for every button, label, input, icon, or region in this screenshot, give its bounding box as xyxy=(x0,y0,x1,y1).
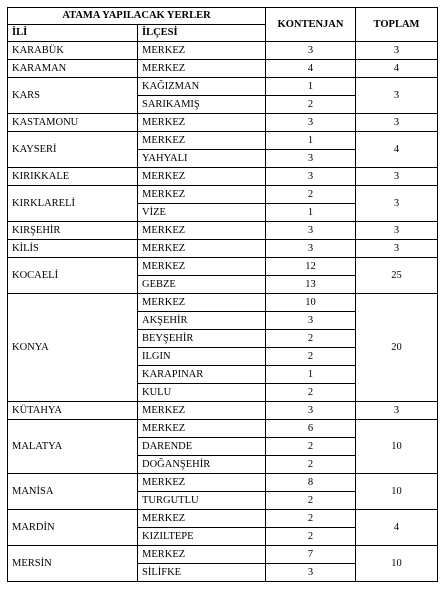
total-value: 25 xyxy=(356,258,438,294)
table-row xyxy=(8,420,438,438)
province-name: KIRKLARELİ xyxy=(8,186,138,222)
district-name: ILGIN xyxy=(138,348,266,366)
quota-value: 2 xyxy=(266,348,356,366)
quota-value: 10 xyxy=(266,294,356,312)
quota-value: 3 xyxy=(266,150,356,168)
total-value: 3 xyxy=(356,186,438,222)
table-row xyxy=(8,474,438,492)
table-row xyxy=(8,258,438,276)
quota-value: 3 xyxy=(266,168,356,186)
table-row xyxy=(8,114,438,132)
header-row xyxy=(8,8,438,25)
district-name: VİZE xyxy=(138,204,266,222)
document xyxy=(7,7,438,582)
total-value: 20 xyxy=(356,294,438,402)
quota-value: 2 xyxy=(266,96,356,114)
total-value: 3 xyxy=(356,222,438,240)
province-name: KARS xyxy=(8,78,138,114)
quota-value: 1 xyxy=(266,366,356,384)
district-name: MERKEZ xyxy=(138,474,266,492)
table-row xyxy=(8,78,438,96)
total-value: 10 xyxy=(356,474,438,510)
district-name: MERKEZ xyxy=(138,402,266,420)
district-name: SİLİFKE xyxy=(138,564,266,582)
district-name: MERKEZ xyxy=(138,222,266,240)
district-name: KIZILTEPE xyxy=(138,528,266,546)
quota-value: 1 xyxy=(266,78,356,96)
province-name: KOCAELİ xyxy=(8,258,138,294)
quota-value: 1 xyxy=(266,132,356,150)
quota-value: 4 xyxy=(266,60,356,78)
quota-value: 2 xyxy=(266,528,356,546)
district-name: TURGUTLU xyxy=(138,492,266,510)
table-row xyxy=(8,240,438,258)
province-name: KÜTAHYA xyxy=(8,402,138,420)
total-value: 4 xyxy=(356,60,438,78)
province-name: MANİSA xyxy=(8,474,138,510)
table-row xyxy=(8,42,438,60)
district-name: GEBZE xyxy=(138,276,266,294)
total-value: 10 xyxy=(356,420,438,474)
district-name: MERKEZ xyxy=(138,258,266,276)
quota-value: 2 xyxy=(266,330,356,348)
header-ilce: İLÇESİ xyxy=(138,25,266,42)
quota-value: 13 xyxy=(266,276,356,294)
total-value: 4 xyxy=(356,132,438,168)
total-value: 3 xyxy=(356,42,438,60)
province-name: MALATYA xyxy=(8,420,138,474)
quota-value: 3 xyxy=(266,564,356,582)
table-row xyxy=(8,168,438,186)
district-name: MERKEZ xyxy=(138,510,266,528)
province-name: KONYA xyxy=(8,294,138,402)
province-name: KARAMAN xyxy=(8,60,138,78)
province-name: MERSİN xyxy=(8,546,138,582)
total-value: 3 xyxy=(356,168,438,186)
table-row xyxy=(8,402,438,420)
district-name: MERKEZ xyxy=(138,186,266,204)
quota-value: 2 xyxy=(266,456,356,474)
header-toplam: TOPLAM xyxy=(356,8,438,42)
quota-value: 2 xyxy=(266,186,356,204)
quota-value: 6 xyxy=(266,420,356,438)
quota-value: 8 xyxy=(266,474,356,492)
quota-value: 7 xyxy=(266,546,356,564)
district-name: SARIKAMIŞ xyxy=(138,96,266,114)
quota-value: 3 xyxy=(266,312,356,330)
district-name: DOĞANŞEHİR xyxy=(138,456,266,474)
province-name: KAYSERİ xyxy=(8,132,138,168)
district-name: MERKEZ xyxy=(138,168,266,186)
quota-value: 2 xyxy=(266,492,356,510)
quota-value: 3 xyxy=(266,222,356,240)
total-value: 10 xyxy=(356,546,438,582)
total-value: 4 xyxy=(356,510,438,546)
total-value: 3 xyxy=(356,402,438,420)
table-row xyxy=(8,294,438,312)
province-name: KIRŞEHİR xyxy=(8,222,138,240)
quota-value: 3 xyxy=(266,114,356,132)
quota-value: 3 xyxy=(266,402,356,420)
district-name: MERKEZ xyxy=(138,240,266,258)
table-row xyxy=(8,60,438,78)
table-row xyxy=(8,222,438,240)
district-name: KAĞIZMAN xyxy=(138,78,266,96)
quota-value: 1 xyxy=(266,204,356,222)
province-name: KİLİS xyxy=(8,240,138,258)
quota-value: 3 xyxy=(266,240,356,258)
district-name: MERKEZ xyxy=(138,60,266,78)
quota-value: 2 xyxy=(266,510,356,528)
district-name: KULU xyxy=(138,384,266,402)
assignment-table xyxy=(7,7,438,582)
table-title: ATAMA YAPILACAK YERLER xyxy=(8,8,266,25)
table-row xyxy=(8,186,438,204)
table-row xyxy=(8,132,438,150)
district-name: MERKEZ xyxy=(138,546,266,564)
province-name: KASTAMONU xyxy=(8,114,138,132)
district-name: DARENDE xyxy=(138,438,266,456)
header-il: İLİ xyxy=(8,25,138,42)
province-name: KARABÜK xyxy=(8,42,138,60)
quota-value: 2 xyxy=(266,438,356,456)
district-name: MERKEZ xyxy=(138,132,266,150)
total-value: 3 xyxy=(356,78,438,114)
district-name: MERKEZ xyxy=(138,420,266,438)
quota-value: 3 xyxy=(266,42,356,60)
district-name: AKŞEHİR xyxy=(138,312,266,330)
header-kontenjan: KONTENJAN xyxy=(266,8,356,42)
quota-value: 2 xyxy=(266,384,356,402)
total-value: 3 xyxy=(356,114,438,132)
province-name: MARDİN xyxy=(8,510,138,546)
district-name: MERKEZ xyxy=(138,114,266,132)
district-name: MERKEZ xyxy=(138,42,266,60)
total-value: 3 xyxy=(356,240,438,258)
quota-value: 12 xyxy=(266,258,356,276)
table-row xyxy=(8,546,438,564)
province-name: KIRIKKALE xyxy=(8,168,138,186)
district-name: YAHYALI xyxy=(138,150,266,168)
table-row xyxy=(8,510,438,528)
district-name: MERKEZ xyxy=(138,294,266,312)
table-body xyxy=(8,42,438,582)
district-name: KARAPINAR xyxy=(138,366,266,384)
district-name: BEYŞEHİR xyxy=(138,330,266,348)
